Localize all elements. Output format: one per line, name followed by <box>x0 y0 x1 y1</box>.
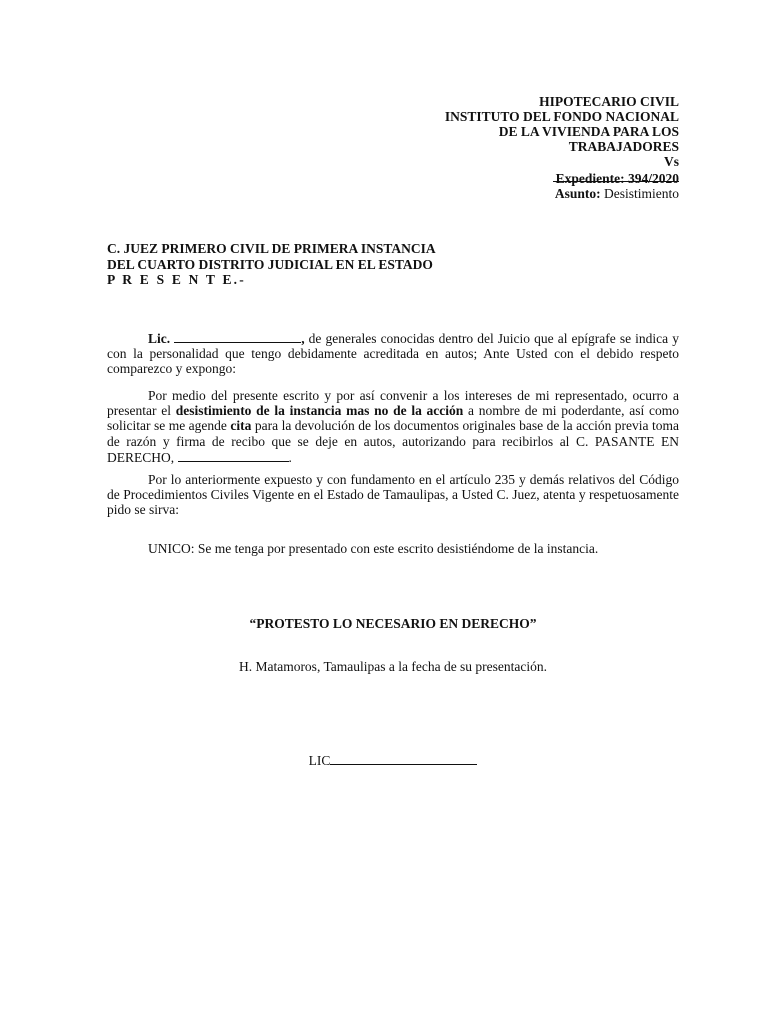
asunto-label: Asunto: <box>554 186 601 201</box>
petition-part-2: a nombre de mi poderdante, así como solicitar se me agende <box>107 403 680 434</box>
lic-comma: , <box>301 331 305 346</box>
addressee-block <box>107 241 436 288</box>
protesto-line: “PROTESTO LO NECESARIO EN DERECHO” <box>249 616 537 631</box>
paragraph-intro-text: de generales conocidas dentro del Juicio que al epígrafe se indica y con la personalidad que tengo debidamente acreditada en autos; Ante Usted con el debido respeto comparezco y expongo: <box>107 331 679 377</box>
place-date-line: H. Matamoros, Tamaulipas a la fecha de su presentación. <box>238 659 548 674</box>
paragraph-unico <box>107 541 679 556</box>
petition-part-3: para la devolución de los documentos originales base de la acción previa toma de razón y firma de recibo que se deje en autos, autorizando para recibirlos al C. PASANTE EN DERECHO, <box>107 418 680 465</box>
paragraph-intro <box>107 330 679 377</box>
petition-part-1: Por medio del presente escrito y por así convenir a los intereses de mi representado, ocurro a presentar el <box>107 388 679 419</box>
caption-line-2: INSTITUTO DEL FONDO NACIONAL <box>444 109 679 124</box>
lic-label: Lic. <box>148 331 175 346</box>
lawyer-name-blank <box>174 330 301 343</box>
asunto-value: Desistimiento <box>600 186 679 201</box>
signature-lic-label: LIC <box>308 753 331 768</box>
case-info <box>555 171 679 201</box>
petition-bold-1: desistimiento de la instancia mas no de la acción <box>175 403 464 419</box>
pasante-name-blank <box>178 449 289 462</box>
caption-line-3: DE LA VIVIENDA PARA LOS <box>498 124 679 139</box>
addressee-line-2: DEL CUARTO DISTRITO JUDICIAL EN EL ESTADO <box>107 256 433 272</box>
caption-line-1: HIPOTECARIO CIVIL <box>539 94 679 109</box>
paragraph-fundamento <box>107 472 679 518</box>
paragraph-petition <box>107 388 679 465</box>
unico-text: UNICO: Se me tenga por presentado con este escrito desistiéndome de la instancia. <box>148 541 599 556</box>
addressee-line-1: C. JUEZ PRIMERO CIVIL DE PRIMERA INSTANCIA <box>107 241 436 256</box>
asunto <box>555 186 679 201</box>
addressee-presente: P R E S E N T E.- <box>107 272 246 287</box>
signature-line <box>107 752 679 768</box>
caption-vs: Vs <box>663 154 679 169</box>
caption-line-4: TRABAJADORES <box>568 139 679 154</box>
fundamento-text: Por lo anteriormente expuesto y con fundamento en el artículo 235 y demás relativos del Código de Procedimientos Civiles Vigente en el Estado de Tamaulipas, a Usted C. Juez, atenta y respetuosamente pido se sirva: <box>107 472 679 518</box>
signature-blank <box>330 752 477 765</box>
expediente-number: Expediente: 394/2020 <box>555 171 679 186</box>
petition-bold-2: cita <box>230 418 252 434</box>
petition-end: . <box>288 449 292 465</box>
